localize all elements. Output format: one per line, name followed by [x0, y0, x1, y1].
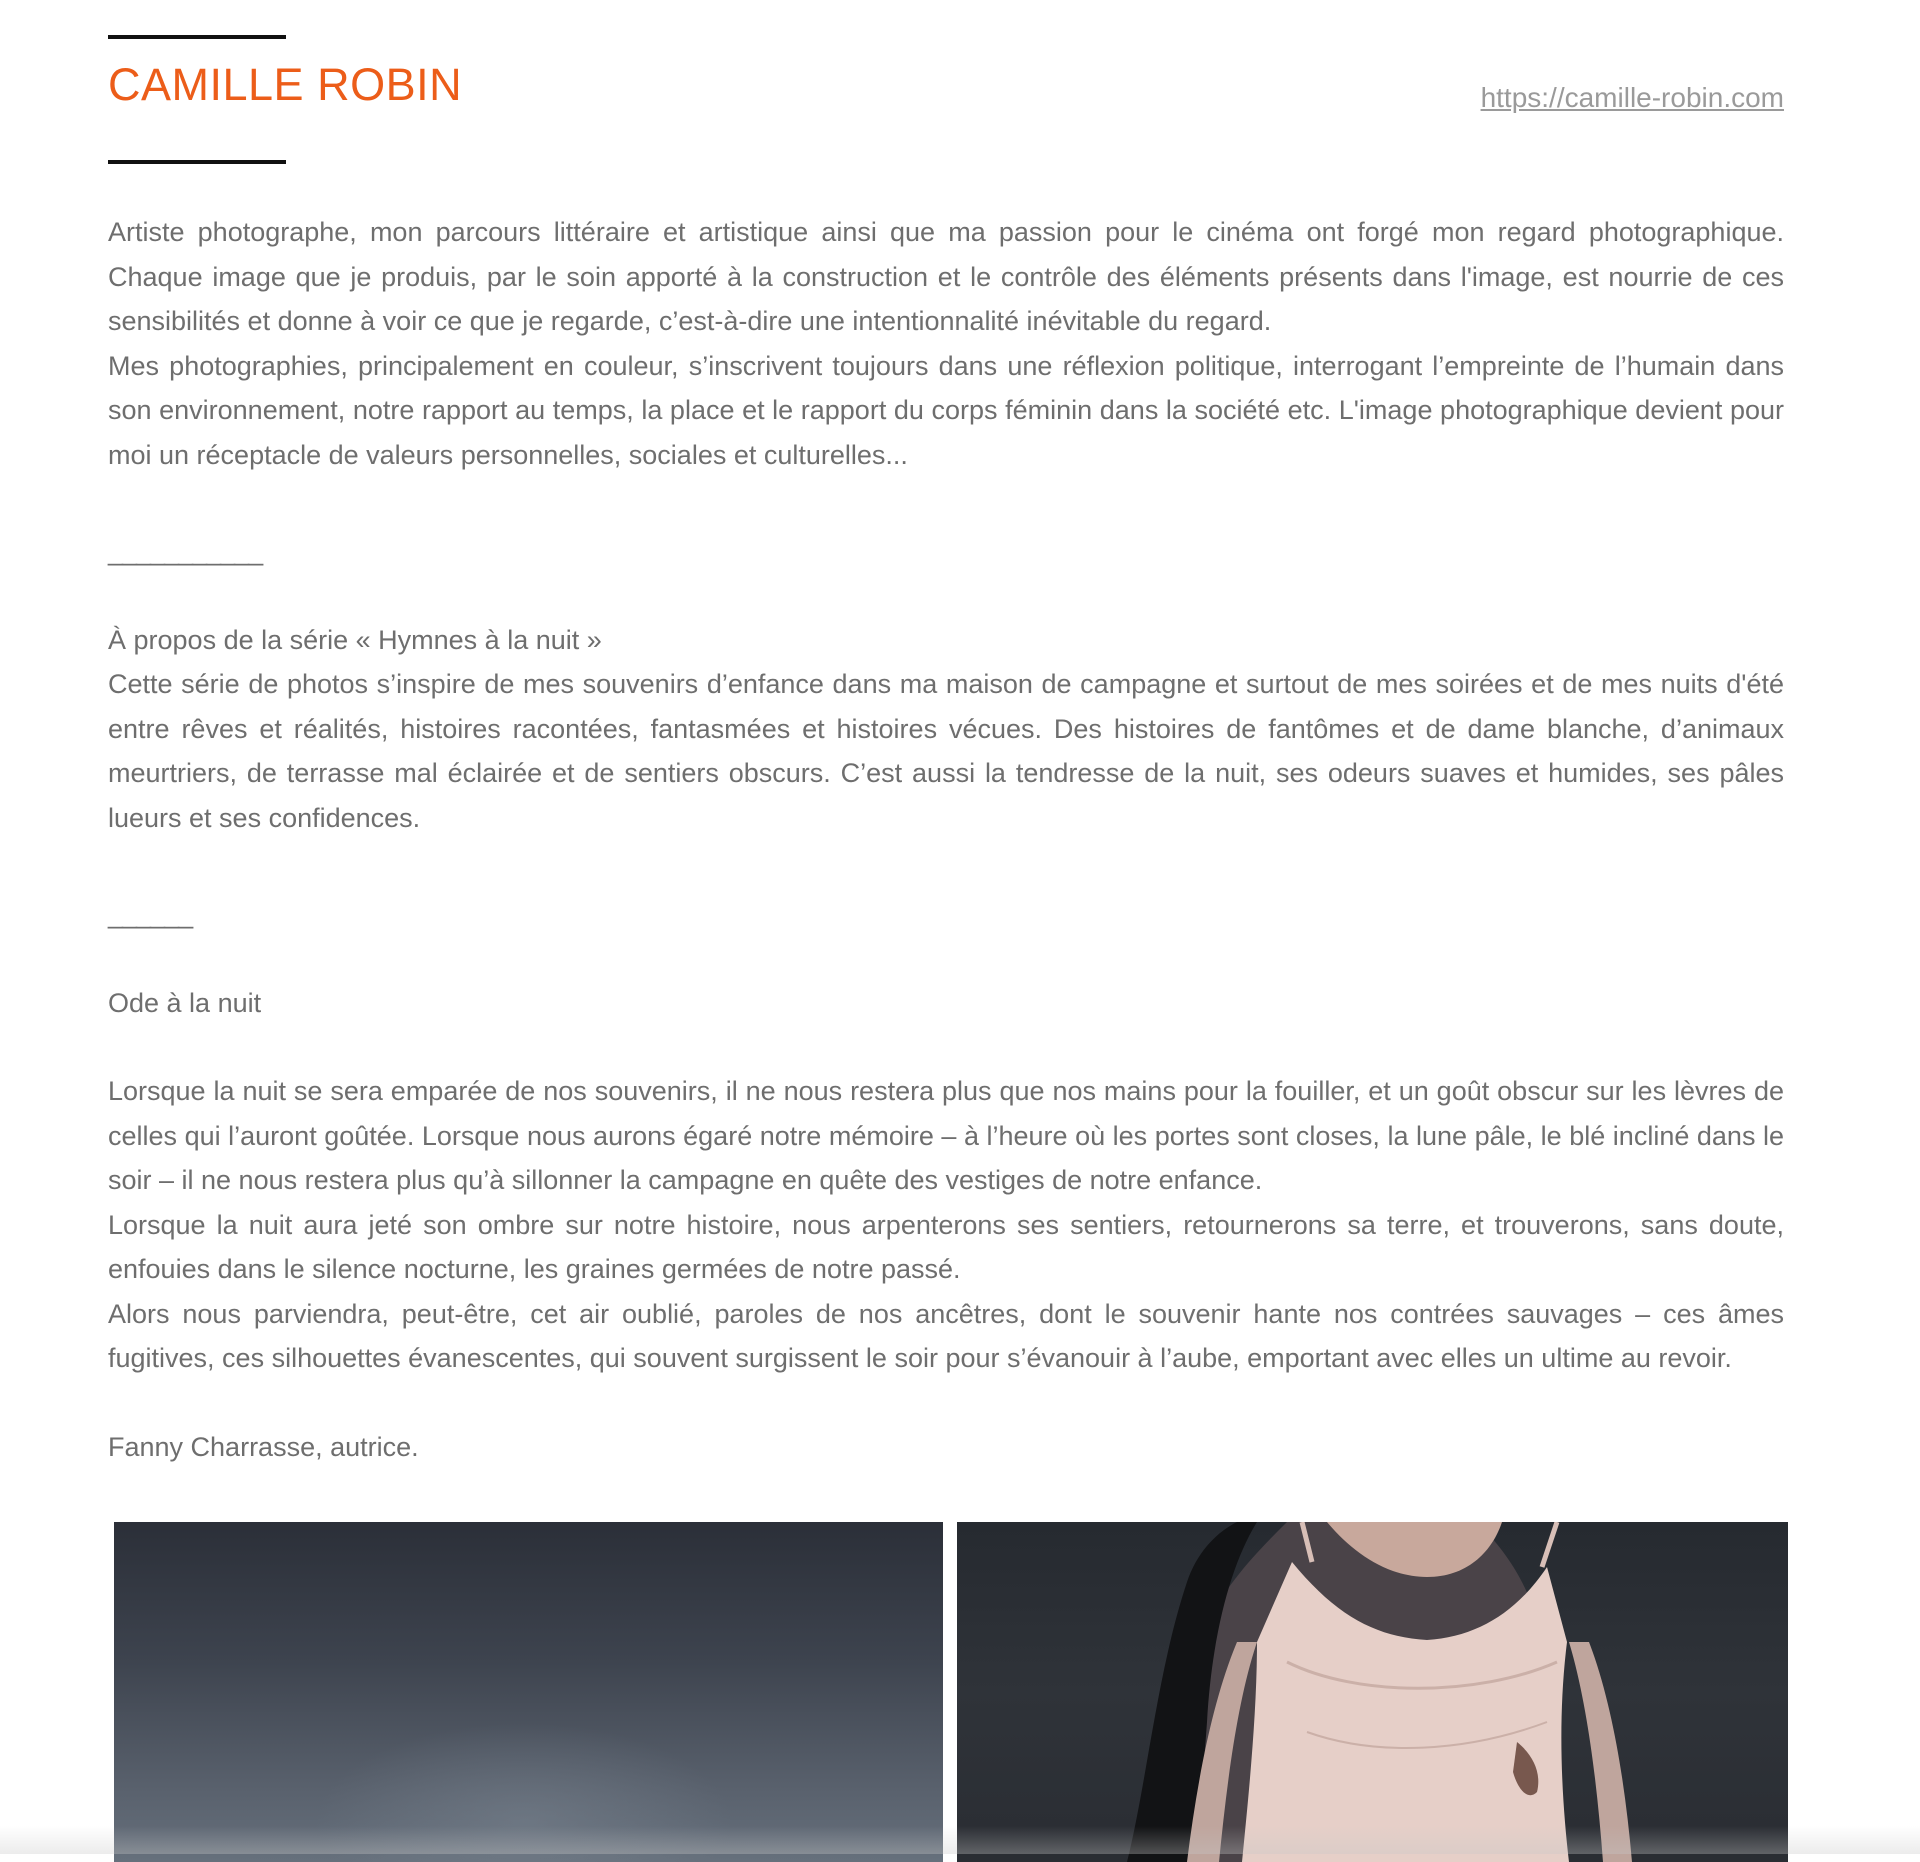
site-title[interactable]: CAMILLE ROBIN	[108, 59, 463, 110]
gallery-photo-night-sky[interactable]	[114, 1522, 943, 1862]
ode-paragraph: Lorsque la nuit aura jeté son ombre sur notre histoire, nous arpenterons ses sentiers, retournerons sa terre, et trouverons, sans doute, enfouies dans le silence nocturne, les graines germées de notre passé.	[108, 1209, 1784, 1284]
ode-signature-block	[108, 1425, 1784, 1470]
website-link[interactable]: https://camille-robin.com	[1480, 82, 1784, 113]
statement-paragraph: Artiste photographe, mon parcours littéraire et artistique ainsi que ma passion pour le cinéma ont forgé mon regard photographique. Chaque image que je produis, par le soin apporté à la construction et le contrôle des éléments présents dans l'image, est nourrie de ces sensibilités et donne à voir ce que je regarde, c’est-à-dire une intentionnalité inévitable du regard.	[108, 217, 1784, 336]
ode-section	[108, 981, 1784, 1026]
header	[108, 39, 1784, 127]
photo-gallery	[114, 1522, 1788, 1862]
artist-statement	[108, 210, 1784, 477]
section-separator: ___________	[108, 536, 263, 566]
ode-signature: Fanny Charrasse, autrice.	[108, 1431, 419, 1462]
page-content	[108, 0, 1784, 1469]
woman-figure-illustration	[957, 1522, 1788, 1862]
ode-text	[108, 1069, 1784, 1381]
ode-paragraph: Lorsque la nuit se sera emparée de nos souvenirs, il ne nous restera plus que nos mains pour la fouiller, et un goût obscur sur les lèvres de celles qui l’auront goûtée. Lorsque nous aurons égaré notre mémoire – à l’heure où les portes sont closes, la lune pâle, le blé incliné dans le soir – il ne nous restera plus qu’à sillonner la campagne en quête des vestiges de notre enfance.	[108, 1076, 1784, 1195]
series-title: À propos de la série « Hymnes à la nuit »	[108, 624, 602, 655]
statement-paragraph: Mes photographies, principalement en couleur, s’inscrivent toujours dans une réflexion politique, interrogant l’empreinte de l’humain dans son environnement, notre rapport au temps, la place et le rapport du corps féminin dans la société etc. L'image photographique devient pour moi un réceptacle de valeurs personnelles, sociales et culturelles...	[108, 350, 1784, 470]
series-description: Cette série de photos s’inspire de mes souvenirs d’enfance dans ma maison de campagne et surtout de mes soirées et de mes nuits d'été entre rêves et réalités, histoires racontées, fantasmées et histoires vécues. Des histoires de fantômes et de dame blanche, d’animaux meurtriers, de terrasse mal éclairée et de sentiers obscurs. C’est aussi la tendresse de la nuit, ses odeurs suaves et humides, ses pâles lueurs et ses confidences.	[108, 669, 1784, 833]
ode-paragraph: Alors nous parviendra, peut-être, cet air oublié, paroles de nos ancêtres, dont le souvenir hante nos contrées sauvages – ces âmes fugitives, ces silhouettes évanescentes, qui souvent surgissent le soir pour s’évanouir à l’aube, emportant avec elles un ultime au revoir.	[108, 1298, 1784, 1373]
ode-title: Ode à la nuit	[108, 987, 262, 1018]
title-bottom-rule	[108, 160, 286, 164]
series-section	[108, 618, 1784, 841]
section-separator: ______	[108, 899, 193, 929]
bottom-scroll-shadow	[0, 1826, 1920, 1854]
gallery-photo-woman-in-slip[interactable]	[957, 1522, 1788, 1862]
